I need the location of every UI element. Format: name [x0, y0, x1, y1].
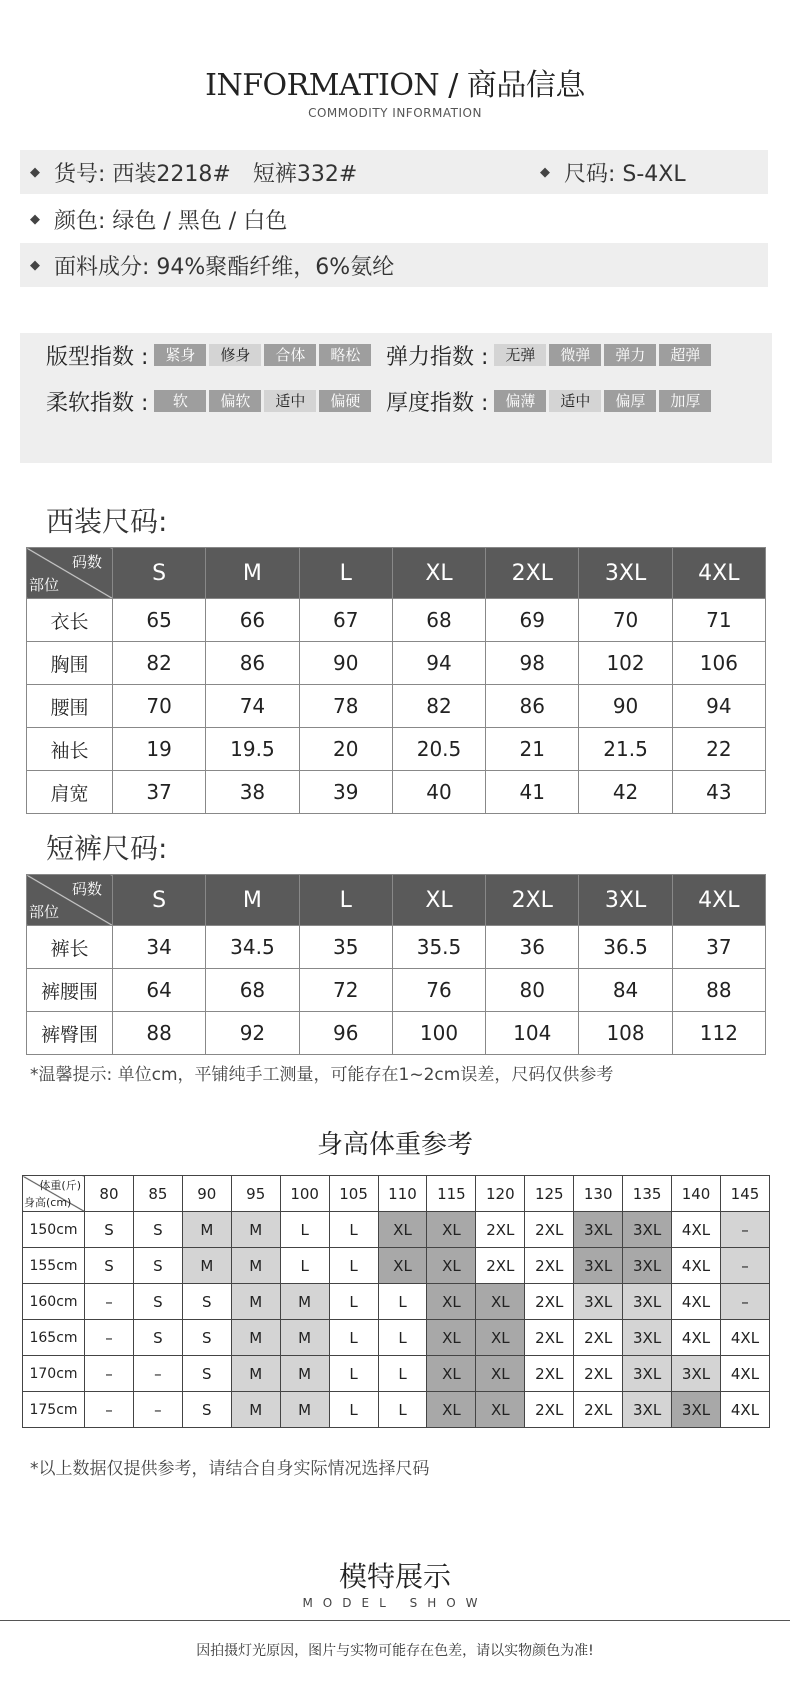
size-cell: M [231, 1284, 280, 1320]
size-header-row [27, 548, 766, 599]
weight-header: 105 [329, 1176, 378, 1212]
measurement-cell: 98 [486, 642, 579, 685]
measurement-cell: 72 [299, 969, 392, 1012]
measurement-cell: 82 [113, 642, 206, 685]
size-cell: 3XL [623, 1248, 672, 1284]
size-cell: 4XL [672, 1212, 721, 1248]
fit-index-label: 版型指数 : [46, 344, 149, 370]
size-cell: S [182, 1392, 231, 1428]
table-row [27, 642, 766, 685]
weight-header: 90 [182, 1176, 231, 1212]
size-cell: M [280, 1356, 329, 1392]
measurement-cell: 69 [486, 599, 579, 642]
measurement-cell: 65 [113, 599, 206, 642]
table-row [27, 685, 766, 728]
info-row-item-no [20, 150, 768, 194]
fabric-text: 面料成分: 94%聚酯纤维，6%氨纶 [54, 254, 395, 280]
weight-header: 100 [280, 1176, 329, 1212]
weight-header: 135 [623, 1176, 672, 1212]
thickness-option: 加厚 [659, 390, 711, 412]
weight-header: 120 [476, 1176, 525, 1212]
measurement-cell: 36.5 [579, 926, 672, 969]
weight-header: 85 [133, 1176, 182, 1212]
measurement-cell: 76 [392, 969, 485, 1012]
item-number-text: 货号: 西装2218# 短裤332# [54, 161, 358, 187]
table-row [23, 1356, 770, 1392]
softness-option: 偏软 [209, 390, 261, 412]
softness-index [46, 379, 374, 423]
size-header: 4XL [672, 875, 765, 926]
size-cell: XL [476, 1320, 525, 1356]
size-cell: S [133, 1320, 182, 1356]
size-cell: L [378, 1320, 427, 1356]
size-header: 4XL [672, 548, 765, 599]
height-weight-table [22, 1175, 770, 1428]
table-row [23, 1212, 770, 1248]
softness-index-label: 柔软指数 : [46, 390, 149, 416]
size-cell: L [329, 1356, 378, 1392]
softness-option: 偏硬 [319, 390, 371, 412]
size-cell: S [85, 1248, 134, 1284]
size-cell: 3XL [623, 1212, 672, 1248]
measurement-cell: 100 [392, 1012, 485, 1055]
size-header: XL [392, 875, 485, 926]
part-label: 裤臀围 [27, 1012, 113, 1055]
measurement-cell: 67 [299, 599, 392, 642]
size-range-text: 尺码: S-4XL [564, 161, 686, 187]
size-header: L [299, 875, 392, 926]
diamond-bullet-icon: ◆ [30, 211, 40, 227]
size-cell: S [182, 1284, 231, 1320]
size-cell: XL [427, 1392, 476, 1428]
size-cell: 2XL [574, 1392, 623, 1428]
measurement-cell: 88 [113, 1012, 206, 1055]
measurement-cell: 90 [299, 642, 392, 685]
reference-note: *以上数据仅提供参考，请结合自身实际情况选择尺码 [30, 1459, 430, 1479]
size-cell: S [182, 1356, 231, 1392]
table-row [23, 1248, 770, 1284]
size-cell: XL [427, 1356, 476, 1392]
stretch-option: 微弹 [549, 344, 601, 366]
corner-size-label: 码数 [71, 880, 102, 898]
measurement-cell: 34.5 [206, 926, 299, 969]
title-en: INFORMATION [205, 68, 440, 103]
title-separator: / [439, 68, 467, 103]
measurement-cell: 34 [113, 926, 206, 969]
size-cell: L [378, 1356, 427, 1392]
stretch-index [386, 333, 714, 377]
weight-header: 130 [574, 1176, 623, 1212]
weight-header: 80 [85, 1176, 134, 1212]
measurement-cell: 94 [392, 642, 485, 685]
measurement-cell: 43 [672, 771, 765, 814]
size-cell: 3XL [623, 1284, 672, 1320]
size-cell: 2XL [525, 1392, 574, 1428]
size-cell: L [280, 1212, 329, 1248]
size-cell: M [231, 1248, 280, 1284]
fit-option: 略松 [319, 344, 371, 366]
measurement-cell: 102 [579, 642, 672, 685]
table-row [27, 771, 766, 814]
size-cell: XL [378, 1248, 427, 1284]
part-label: 胸围 [27, 642, 113, 685]
size-cell: S [85, 1212, 134, 1248]
suit-size-title: 西装尺码: [46, 505, 168, 538]
size-header: 3XL [579, 548, 672, 599]
corner-header [27, 875, 113, 926]
diamond-bullet-icon: ◆ [30, 164, 40, 180]
measurement-cell: 19.5 [206, 728, 299, 771]
measurement-cell: 68 [206, 969, 299, 1012]
size-cell: L [329, 1284, 378, 1320]
measurement-cell: 106 [672, 642, 765, 685]
corner-part-label: 部位 [29, 903, 60, 921]
part-label: 裤腰围 [27, 969, 113, 1012]
measurement-cell: 92 [206, 1012, 299, 1055]
height-label: 155cm [23, 1248, 85, 1284]
shorts-size-table [26, 874, 766, 1055]
size-cell: XL [378, 1212, 427, 1248]
part-label: 衣长 [27, 599, 113, 642]
size-cell: M [231, 1392, 280, 1428]
measurement-cell: 94 [672, 685, 765, 728]
part-label: 腰围 [27, 685, 113, 728]
size-cell: 4XL [720, 1392, 769, 1428]
size-header: L [299, 548, 392, 599]
size-cell: – [720, 1284, 769, 1320]
table-row [27, 969, 766, 1012]
size-cell: 3XL [623, 1392, 672, 1428]
table-row [27, 1012, 766, 1055]
stretch-index-label: 弹力指数 : [386, 344, 489, 370]
measurement-cell: 86 [206, 642, 299, 685]
size-cell: XL [427, 1248, 476, 1284]
corner-header [23, 1176, 85, 1212]
measurement-cell: 21 [486, 728, 579, 771]
size-cell: M [280, 1284, 329, 1320]
size-cell: 3XL [574, 1248, 623, 1284]
size-cell: S [133, 1212, 182, 1248]
size-header: 2XL [486, 548, 579, 599]
table-row [23, 1320, 770, 1356]
size-cell: 3XL [574, 1212, 623, 1248]
fit-option: 紧身 [154, 344, 206, 366]
measurement-cell: 70 [113, 685, 206, 728]
size-cell: XL [476, 1392, 525, 1428]
corner-size-label: 码数 [71, 553, 102, 571]
weight-header: 115 [427, 1176, 476, 1212]
weight-header: 95 [231, 1176, 280, 1212]
size-cell: – [85, 1356, 134, 1392]
thickness-index [386, 379, 714, 423]
size-cell: L [329, 1212, 378, 1248]
measurement-cell: 19 [113, 728, 206, 771]
size-cell: 3XL [623, 1320, 672, 1356]
measurement-cell: 96 [299, 1012, 392, 1055]
size-cell: M [231, 1212, 280, 1248]
measurement-cell: 20 [299, 728, 392, 771]
item-number [20, 157, 530, 188]
fit-option: 合体 [264, 344, 316, 366]
thickness-option: 偏厚 [604, 390, 656, 412]
size-cell: – [720, 1212, 769, 1248]
corner-part-label: 部位 [29, 576, 60, 594]
measurement-note: *温馨提示: 单位cm，平铺纯手工测量，可能存在1~2cm误差，尺码仅供参考 [30, 1065, 614, 1085]
size-cell: 2XL [476, 1248, 525, 1284]
suit-size-table [26, 547, 766, 814]
measurement-cell: 74 [206, 685, 299, 728]
title-cn: 商品信息 [466, 68, 585, 103]
shorts-size-title: 短裤尺码: [46, 832, 168, 865]
size-cell: 3XL [672, 1356, 721, 1392]
size-cell: 3XL [623, 1356, 672, 1392]
size-cell: L [280, 1248, 329, 1284]
measurement-cell: 78 [299, 685, 392, 728]
softness-option: 软 [154, 390, 206, 412]
size-cell: – [85, 1284, 134, 1320]
measurement-cell: 86 [486, 685, 579, 728]
size-cell: 2XL [525, 1320, 574, 1356]
part-label: 肩宽 [27, 771, 113, 814]
measurement-cell: 38 [206, 771, 299, 814]
size-cell: L [378, 1284, 427, 1320]
measurement-cell: 41 [486, 771, 579, 814]
size-cell: S [133, 1284, 182, 1320]
size-cell: 4XL [672, 1320, 721, 1356]
model-show-title: 模特展示 [338, 1560, 451, 1593]
weight-header-row [23, 1176, 770, 1212]
measurement-cell: 112 [672, 1012, 765, 1055]
measurement-cell: 42 [579, 771, 672, 814]
measurement-cell: 84 [579, 969, 672, 1012]
measurement-cell: 90 [579, 685, 672, 728]
stretch-option: 无弹 [494, 344, 546, 366]
color-text: 颜色: 绿色 / 黑色 / 白色 [54, 208, 288, 234]
part-label: 袖长 [27, 728, 113, 771]
size-cell: – [720, 1248, 769, 1284]
size-cell: XL [476, 1356, 525, 1392]
size-header: S [113, 875, 206, 926]
corner-height-label: 身高(cm) [24, 1196, 72, 1209]
size-cell: 4XL [672, 1284, 721, 1320]
size-cell: L [329, 1392, 378, 1428]
size-cell: M [280, 1392, 329, 1428]
size-cell: XL [476, 1284, 525, 1320]
measurement-cell: 40 [392, 771, 485, 814]
size-cell: – [85, 1320, 134, 1356]
diamond-bullet-icon: ◆ [540, 164, 550, 180]
size-cell: – [85, 1392, 134, 1428]
size-cell: 2XL [574, 1356, 623, 1392]
size-cell: M [231, 1356, 280, 1392]
thickness-option: 偏薄 [494, 390, 546, 412]
size-cell: XL [427, 1320, 476, 1356]
stretch-option: 超弹 [659, 344, 711, 366]
size-cell: L [329, 1248, 378, 1284]
size-cell: S [182, 1320, 231, 1356]
weight-header: 145 [720, 1176, 769, 1212]
softness-option: 适中 [264, 390, 316, 412]
measurement-cell: 37 [672, 926, 765, 969]
size-cell: 3XL [574, 1284, 623, 1320]
size-cell: 4XL [720, 1320, 769, 1356]
size-cell: L [378, 1392, 427, 1428]
measurement-cell: 66 [206, 599, 299, 642]
measurement-cell: 68 [392, 599, 485, 642]
measurement-cell: 80 [486, 969, 579, 1012]
page-subtitle: COMMODITY INFORMATION [308, 106, 482, 120]
size-cell: 3XL [672, 1392, 721, 1428]
height-label: 165cm [23, 1320, 85, 1356]
size-cell: L [329, 1320, 378, 1356]
size-cell: 4XL [672, 1248, 721, 1284]
weight-header: 140 [672, 1176, 721, 1212]
fit-option: 修身 [209, 344, 261, 366]
size-cell: M [280, 1320, 329, 1356]
size-cell: 2XL [525, 1356, 574, 1392]
measurement-cell: 82 [392, 685, 485, 728]
size-header: XL [392, 548, 485, 599]
index-panel [20, 333, 772, 463]
size-header-row [27, 875, 766, 926]
table-row [23, 1284, 770, 1320]
measurement-cell: 108 [579, 1012, 672, 1055]
table-row [23, 1392, 770, 1428]
part-label: 裤长 [27, 926, 113, 969]
size-cell: 2XL [525, 1212, 574, 1248]
size-cell: M [231, 1320, 280, 1356]
size-cell: XL [427, 1284, 476, 1320]
measurement-cell: 22 [672, 728, 765, 771]
size-cell: 4XL [720, 1356, 769, 1392]
measurement-cell: 64 [113, 969, 206, 1012]
size-header: M [206, 875, 299, 926]
thickness-index-label: 厚度指数 : [386, 390, 489, 416]
measurement-cell: 35 [299, 926, 392, 969]
fit-index [46, 333, 374, 377]
measurement-cell: 70 [579, 599, 672, 642]
height-label: 170cm [23, 1356, 85, 1392]
table-row [27, 599, 766, 642]
page-title [0, 60, 790, 104]
model-show-subtitle: MODEL SHOW [302, 1596, 488, 1610]
divider [0, 1620, 790, 1621]
measurement-cell: 39 [299, 771, 392, 814]
height-label: 150cm [23, 1212, 85, 1248]
size-cell: 2XL [525, 1248, 574, 1284]
thickness-option: 适中 [549, 390, 601, 412]
measurement-cell: 20.5 [392, 728, 485, 771]
height-weight-title: 身高体重参考 [316, 1130, 473, 1160]
table-row [27, 728, 766, 771]
measurement-cell: 35.5 [392, 926, 485, 969]
size-cell: 2XL [525, 1284, 574, 1320]
corner-header [27, 548, 113, 599]
corner-weight-label: 体重(斤) [39, 1179, 81, 1192]
info-row-fabric [20, 243, 768, 287]
table-row [27, 926, 766, 969]
size-header: 3XL [579, 875, 672, 926]
height-label: 175cm [23, 1392, 85, 1428]
size-cell: M [182, 1212, 231, 1248]
size-range [530, 157, 686, 188]
measurement-cell: 71 [672, 599, 765, 642]
stretch-option: 弹力 [604, 344, 656, 366]
size-header: 2XL [486, 875, 579, 926]
color-disclaimer: 因拍摄灯光原因，图片与实物可能存在色差，请以实物颜色为准! [196, 1643, 594, 1659]
info-row-color [20, 197, 768, 241]
height-label: 160cm [23, 1284, 85, 1320]
measurement-cell: 104 [486, 1012, 579, 1055]
size-cell: 2XL [574, 1320, 623, 1356]
size-cell: – [133, 1356, 182, 1392]
size-cell: M [182, 1248, 231, 1284]
weight-header: 110 [378, 1176, 427, 1212]
diamond-bullet-icon: ◆ [30, 257, 40, 273]
measurement-cell: 88 [672, 969, 765, 1012]
size-cell: 2XL [476, 1212, 525, 1248]
size-cell: – [133, 1392, 182, 1428]
measurement-cell: 21.5 [579, 728, 672, 771]
size-header: M [206, 548, 299, 599]
size-cell: S [133, 1248, 182, 1284]
weight-header: 125 [525, 1176, 574, 1212]
measurement-cell: 36 [486, 926, 579, 969]
size-header: S [113, 548, 206, 599]
measurement-cell: 37 [113, 771, 206, 814]
size-cell: XL [427, 1212, 476, 1248]
